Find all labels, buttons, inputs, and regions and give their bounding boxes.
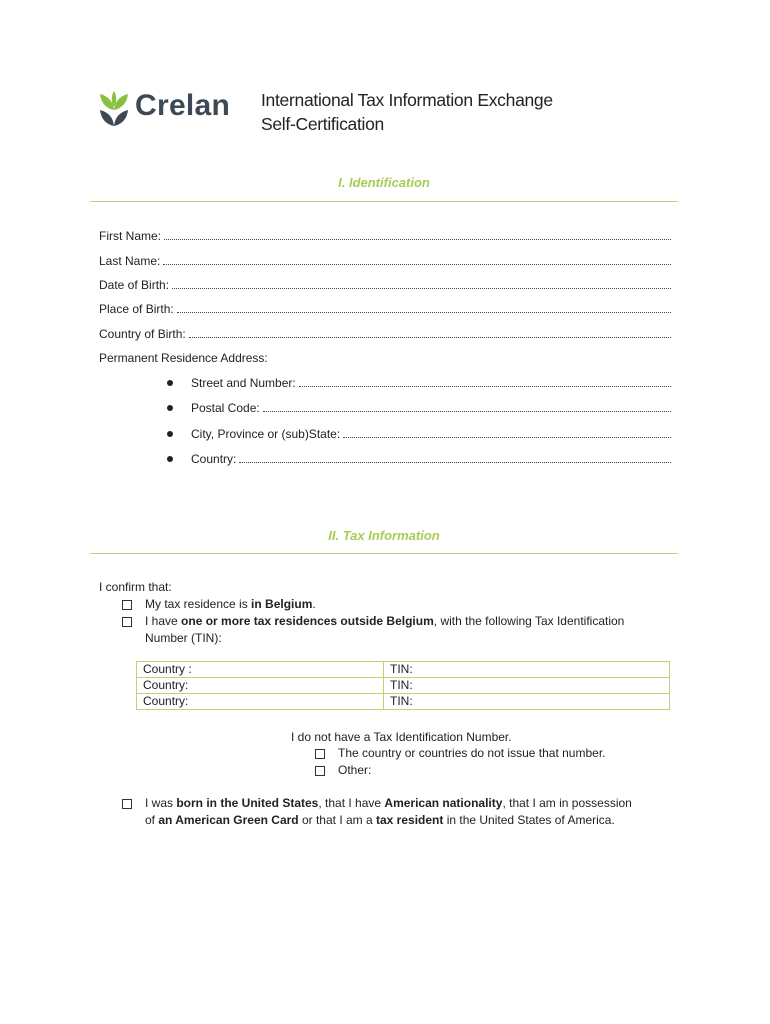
text-segment-bold: tax resident [376,813,444,827]
tin-cell[interactable]: TIN: [384,694,670,710]
tin-cell[interactable]: TIN: [384,662,670,678]
field-label: City, Province or (sub)State: [191,427,341,441]
fill-line[interactable] [163,254,671,265]
fill-line[interactable] [239,452,671,463]
no-tin-not-issued-checkbox[interactable] [315,749,325,759]
foreign-residence-checkbox[interactable] [122,617,132,627]
text-segment-bold: in Belgium [251,597,313,611]
logo-wordmark: Crelan [135,89,231,122]
fill-line[interactable] [189,327,671,338]
last-name-field[interactable] [99,254,671,270]
bullet-icon [167,456,173,462]
belgium-residence-label [145,596,316,613]
bullet-icon [167,405,173,411]
country-cell[interactable]: Country: [137,694,384,710]
section-divider [90,201,678,202]
text-segment-bold: American nationality [384,796,503,810]
date-of-birth-field[interactable] [99,278,671,294]
country-cell[interactable]: Country: [137,678,384,694]
fill-line[interactable] [164,229,671,240]
text-segment: I was [145,796,177,810]
no-tin-not-issued-label: The country or countries do not issue that number. [338,746,606,760]
section-heading-identification: I. Identification [338,175,430,190]
address-country-field[interactable] [191,452,671,468]
section-divider [90,553,678,554]
text-segment: of [145,813,159,827]
text-segment: or that I am a [298,813,376,827]
table-row [137,662,670,678]
text-segment: My tax residence is [145,597,252,611]
field-label: Postal Code: [191,401,260,415]
us-person-label [145,795,675,829]
text-segment: I have [145,614,182,628]
us-person-checkbox[interactable] [122,799,132,809]
text-segment: , that I am in possession [502,796,632,810]
section-heading-tax-information: II. Tax Information [328,528,440,543]
field-label: Place of Birth: [99,302,174,316]
text-segment: in the United States of America. [443,813,615,827]
table-row [137,678,670,694]
fill-line[interactable] [177,302,671,313]
first-name-field[interactable] [99,229,671,245]
crelan-logo [99,90,249,134]
table-row [137,694,670,710]
text-segment: , that I have [318,796,385,810]
title-line-1: International Tax Information Exchange [261,90,553,110]
field-label: Date of Birth: [99,278,170,292]
place-of-birth-field[interactable] [99,302,671,318]
text-segment: , with the following Tax Identification [433,614,625,628]
field-label: Country: [191,452,237,466]
country-of-birth-field[interactable] [99,327,671,343]
bullet-icon [167,380,173,386]
country-cell[interactable]: Country : [137,662,384,678]
tin-cell[interactable]: TIN: [384,678,670,694]
text-segment: Number (TIN): [145,631,222,645]
postal-code-field[interactable] [191,401,671,417]
field-label: First Name: [99,229,162,243]
text-segment-bold: born in the United States [176,796,319,810]
field-label: Street and Number: [191,376,296,390]
city-province-field[interactable] [191,427,671,443]
fill-line[interactable] [263,401,671,412]
tin-table [136,661,670,710]
address-label: Permanent Residence Address: [99,351,268,365]
foreign-residence-label [145,613,670,647]
street-number-field[interactable] [191,376,671,392]
fill-line[interactable] [343,427,671,438]
belgium-residence-checkbox[interactable] [122,600,132,610]
fill-line[interactable] [172,278,671,289]
no-tin-other-label: Other: [338,763,372,777]
confirm-intro: I confirm that: [99,580,172,594]
bullet-icon [167,431,173,437]
wheat-leaf-icon [99,90,129,130]
no-tin-statement: I do not have a Tax Identification Number. [291,730,512,744]
document-title [261,88,553,136]
text-segment-bold: an American Green Card [158,813,299,827]
field-label: Country of Birth: [99,327,186,341]
fill-line[interactable] [299,376,671,387]
title-line-2: Self-Certification [261,114,384,134]
field-label: Last Name: [99,254,161,268]
text-segment: . [312,597,316,611]
no-tin-other-checkbox[interactable] [315,766,325,776]
text-segment-bold: one or more tax residences outside Belgium [181,614,434,628]
